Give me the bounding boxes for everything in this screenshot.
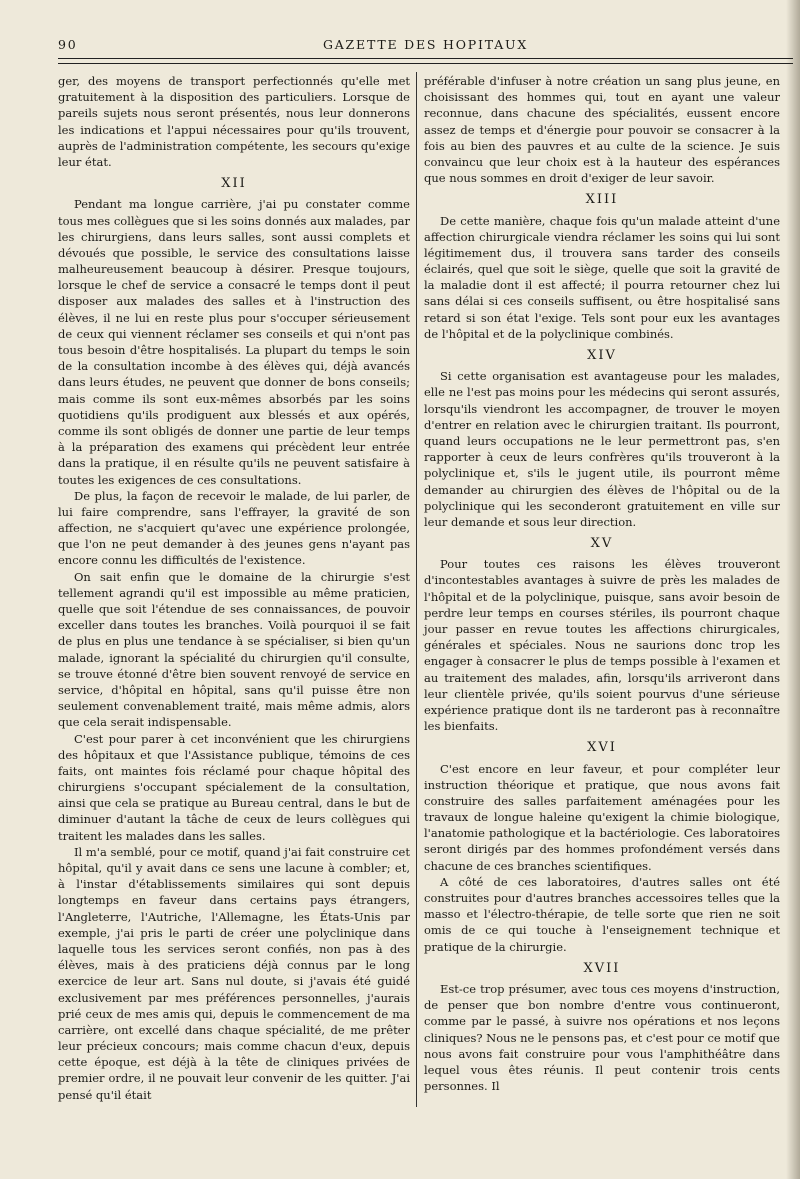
paragraph: ger, des moyens de transport perfectionnés qu'elle met gratuitement à la disposition des particuliers. Lorsque de pareils sujets nous seront présentés, nous leur donnerons les indications et l'appui nécessaires pour qu'ils trouvent, auprès de l'administration compétente, les secours qu'exige leur état. xyxy=(58,74,410,169)
running-header xyxy=(58,37,793,57)
paragraph: Est-ce trop présumer, avec tous ces moyens d'instruction, de penser que bon nombre d'entre vous continueront, comme par le passé, à suivre nos opérations et nos leçons cliniques? Nous ne le pensons pas, et c'est pour ce motif que nous avons fait construire pour vous l'amphithéâtre dans lequel vous êtes réunis. Il peut contenir trois cents personnes. Il xyxy=(424,981,780,1094)
right-column xyxy=(424,73,780,1094)
section-heading-xii: XII xyxy=(221,176,247,192)
paragraph: C'est pour parer à cet inconvénient que les chirurgiens des hôpitaux et que l'Assistance publique, témoins de ces faits, ont maintes fois réclamé pour chaque hôpital des chirurgiens s'occupant spécialement de la consultation, ainsi que cela se pratique au Bureau central, dans le but de diminuer d'autant la tâche de ceux de leurs collègues qui traitent les malades dans les salles. xyxy=(58,731,410,843)
section-heading-xvii: XVII xyxy=(583,960,621,976)
paragraph: Pour toutes ces raisons les élèves trouveront d'incontestables avantages à suivre de près les malades de l'hôpital et de la polyclinique, puisque, sans avoir besoin de perdre leur temps en courses stériles, ils pourront chaque jour passer en revue toutes les affections chirurgicales, générales et spéciales. Nous ne saurions donc trop les engager à consacrer le plus de temps possible à l'examen et au traitement des malades, afin, lorsqu'ils arriveront dans leur clientèle privée, qu'ils soient pourvus d'une sérieuse expérience pratique dont ils ne tarderont pas à reconnaître les bienfaits. xyxy=(424,557,780,734)
section-heading-xvi: XVI xyxy=(587,740,617,756)
paragraph: préférable d'infuser à notre création un sang plus jeune, en choisissant des hommes qui, tout en ayant une valeur reconnue, dans chacune des spécialités, eussent encore assez de temps et d'énergie pour pouvoir se consacrer à la fois au bien des pauvres et au culte de la science. Je suis convaincu que leur choix est à la hauteur des espérances que nous sommes en droit d'exiger de leur savoir. xyxy=(424,74,780,186)
paragraph: De plus, la façon de recevoir le malade, de lui parler, de lui faire comprendre, sans l'effrayer, la gravité de son affection, ne s'acquiert qu'avec une expérience prolongée, que l'on ne peut demander à des jeunes gens n'ayant pas encore connu les difficultés de l'existence. xyxy=(58,488,410,568)
journal-title: GAZETTE DES HOPITAUX xyxy=(322,37,529,52)
header-rule-bottom xyxy=(58,63,793,64)
paragraph: A côté de ces laboratoires, d'autres salles ont été construites pour d'autres branches accessoires telles que la masso et l'électro-thérapie, de telle sorte que rien ne soit omis de ce qui touche à l'enseignement technique et pratique de la chirurgie. xyxy=(424,874,780,954)
header-rule-top xyxy=(58,58,793,59)
column-divider xyxy=(416,72,417,1107)
paragraph: De cette manière, chaque fois qu'un malade atteint d'une affection chirurgicale viendra réclamer les soins qui lui sont légitimement dus, il trouvera sans tarder des conseils éclairés, quel que soit le siège, quelle que soit la gravité de la maladie dont il est affecté; il pourra retourner chez lui sans délai si ces conseils suffisent, ou être hospitalisé sans retard si son état l'exige. Tels sont pour eux les avantages de l'hôpital et de la polyclinique combinés. xyxy=(424,213,780,341)
page-edge-shadow xyxy=(786,0,800,1179)
paragraph: C'est encore en leur faveur, et pour compléter leur instruction théorique et pratique, que nous avons fait construire des salles parfaitement aménagées pour les travaux de longue haleine qu'exigent la chimie biologique, l'anatomie pathologique et la bactériologie. Ces laboratoires seront dirigés par des hommes profondément versés dans chacune de ces branches scientifiques. xyxy=(424,761,780,873)
paragraph: On sait enfin que le domaine de la chirurgie s'est tellement agrandi qu'il est impossible au même praticien, quelle que soit l'étendue de ses connaissances, de pouvoir exceller dans toutes les branches. Voilà pourquoi il se fait de plus en plus une tendance à se spécialiser, si bien qu'un malade, ignorant la spécialité du chirurgien qu'il consulte, se trouve étonné d'être bien souvent renvoyé de service en service, d'hôpital en hôpital, sans qu'il puisse être non seulement convenablement traité, mais même admis, alors que cela serait indispensable. xyxy=(58,569,410,730)
section-heading-xiii: XIII xyxy=(585,192,619,208)
paragraph: Pendant ma longue carrière, j'ai pu constater comme tous mes collègues que si les soins donnés aux malades, par les chirurgiens, dans leurs salles, sont aussi complets et dévoués que possible, le service des consultations laisse malheureusement beaucoup à désirer. Presque toujours, lorsque le chef de service a consacré le temps dont il peut disposer aux malades des salles et à l'instruction des élèves, il ne lui en reste plus pour s'occuper sérieusement de ceux qui viennent réclamer ses conseils et qui n'ont pas tous besoin d'être hospitalisés. La plupart du temps le soin de la consultation incombe à des élèves qui, déjà avancés dans leurs études, ne peuvent que donner de bons conseils; mais comme ils sont eux-mêmes absorbés par les soins quotidiens qu'ils prodiguent aux blessés et aux opérés, comme ils sont obligés de donner une partie de leur temps à la préparation des examens qui précèdent leur entrée dans la pratique, il en résulte qu'ils ne peuvent satisfaire à toutes les exigences de ces consultations. xyxy=(58,197,410,487)
section-heading-xiv: XIV xyxy=(587,348,617,363)
page-number: 90 xyxy=(58,37,78,52)
section-heading-xv: XV xyxy=(590,536,614,552)
left-column xyxy=(58,73,410,1103)
paragraph: Il m'a semblé, pour ce motif, quand j'ai fait construire cet hôpital, qu'il y avait dans ce sens une lacune à combler; et, à l'instar d'établissements similaires qui sont depuis longtemps en faveur dans certains pays étrangers, l'Angleterre, l'Autriche, l'Allemagne, les États-Unis par exemple, j'ai pris le parti de créer une polyclinique dans laquelle tous les services seront confiés, non pas à des élèves, mais à des praticiens déjà connus par le long exercice de leur art. Sans nul doute, si j'avais été guidé exclusivement par mes préférences personnelles, j'aurais prié ceux de mes amis qui, depuis le commencement de ma carrière, ont excellé dans chaque spécialité, de me prêter leur précieux concours; mais comme chacun d'eux, depuis cette époque, est déjà à la tête de cliniques privées de premier ordre, il ne pouvait leur convenir de les quitter. J'ai pensé qu'il était xyxy=(58,844,410,1102)
paragraph: Si cette organisation est avantageuse pour les malades, elle ne l'est pas moins pour les médecins qui seront assurés, lorsqu'ils viendront les accompagner, de trouver le moyen d'entrer en relation avec le chirurgien traitant. Ils pourront, quand leurs occupations ne le leur permettront pas, s'en rapporter à ceux de leurs confrères qu'ils trouveront à la polyclinique et, s'ils le jugent utile, ils pourront même demander au chirurgien des élèves de l'hôpital ou de la polyclinique qui les seconderont gratuitement en ville sur leur demande et sous leur direction. xyxy=(424,369,780,529)
